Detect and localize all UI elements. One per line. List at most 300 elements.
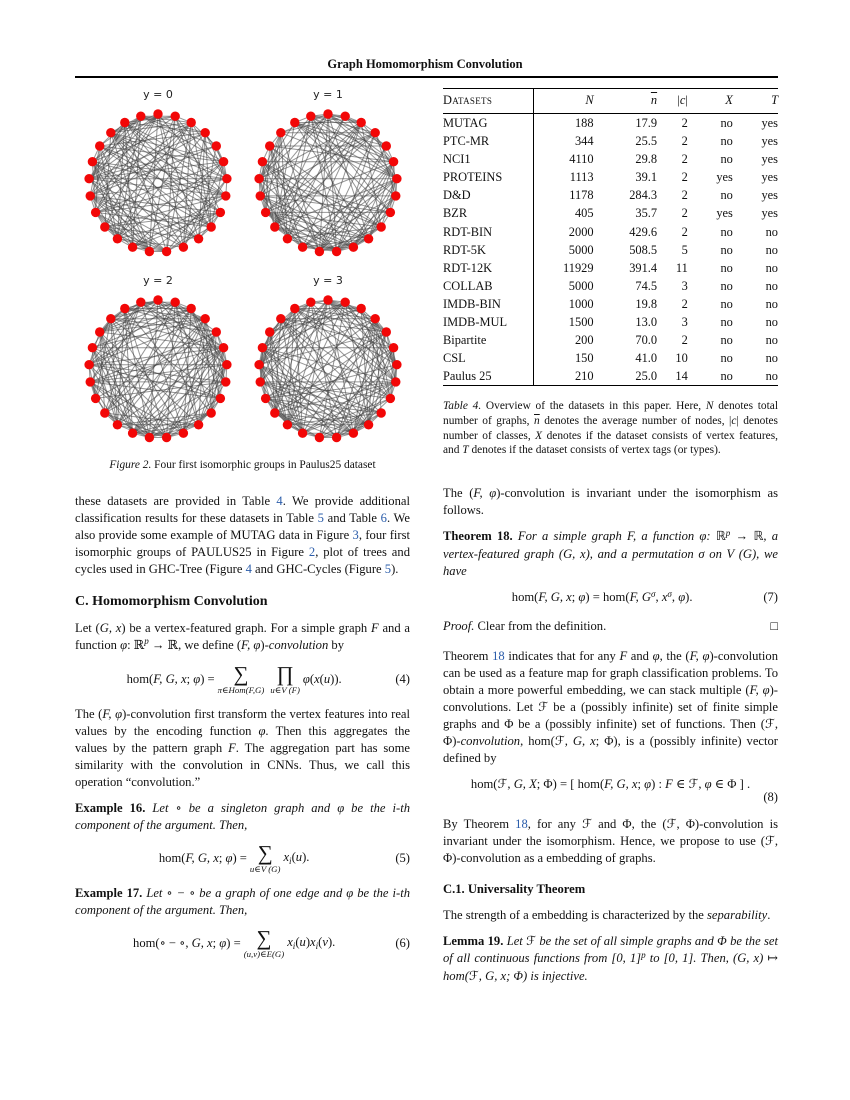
text-segment: Figure 2. (109, 459, 152, 471)
text-segment: p (144, 636, 149, 647)
table-cell: 14 (675, 369, 688, 384)
left-column (75, 88, 410, 970)
section-c1-heading: C.1. Universality Theorem (443, 881, 586, 896)
text-segment: hom( (511, 589, 539, 604)
graph-node (222, 360, 231, 369)
text-segment: hom( (126, 671, 154, 686)
text-segment: ∈ (672, 776, 689, 791)
text-segment: on V (G), we have (443, 546, 778, 578)
table-cell: no (720, 278, 733, 293)
graph-node (261, 394, 270, 403)
table-cell: yes (761, 188, 778, 203)
graph-panel-title: y = 2 (143, 274, 173, 287)
sum-operator: ∑ π∈Hom(F,G) (217, 661, 265, 695)
text-segment: F, G, x (153, 671, 187, 686)
table-row (443, 313, 778, 331)
graph-node (283, 234, 292, 243)
text-segment: to [0, 1]. Then, (G, x) ↦ hom( (443, 950, 778, 983)
text-segment: φ (337, 800, 345, 815)
ref-link[interactable]: 18 (492, 648, 505, 663)
text-segment: The ( (75, 706, 103, 721)
text-segment: φ (644, 776, 652, 791)
table-cell: IMDB-MUL (443, 313, 534, 331)
text-segment: φ (258, 723, 266, 738)
graph-node (389, 157, 398, 166)
table-cell: 2 (681, 116, 688, 130)
text-segment: X (535, 429, 543, 442)
text-segment: , for any (527, 816, 583, 831)
graph-node (113, 420, 122, 429)
col-header-T (733, 89, 778, 114)
graph-node (219, 343, 228, 352)
datasets-table (443, 88, 778, 386)
table-cell: 25.0 (635, 369, 658, 384)
text-segment: be the set of all simple graphs and Φ be the set of all continuous functions from [0, 1] (443, 933, 778, 965)
text-segment: φ (225, 850, 233, 865)
graph-node (290, 118, 299, 127)
table-cell: 11 (675, 260, 688, 275)
text-segment: $\overline{n}$ (650, 93, 658, 107)
text-segment: ( (318, 935, 323, 949)
table-cell: 3 (681, 315, 688, 330)
table-cell: 11929 (563, 260, 594, 275)
graph-node (258, 157, 267, 166)
proof-text (443, 618, 606, 635)
table-cell: 2 (681, 296, 688, 311)
graph-node (86, 191, 95, 200)
text-segment: x (310, 935, 316, 949)
text-segment: ) (305, 935, 311, 949)
graph-node (332, 247, 341, 256)
text-segment: ( (319, 671, 324, 686)
text-segment: )-convolution can be used as a feature map for graph classification problems. To obtain a more powerful embedding, we can stack multiple ( (443, 648, 778, 697)
graph-node (194, 420, 203, 429)
graph-node (276, 128, 285, 137)
table-row (443, 259, 778, 277)
table-cell: D&D (443, 186, 534, 204)
text-segment: Datasets (443, 93, 493, 107)
equation-number: (7) (763, 590, 778, 605)
text-segment: i (289, 855, 292, 866)
text-segment: . Then this aggregates the values by the pattern graph (75, 723, 410, 755)
text-segment: F, G, x (185, 850, 219, 865)
graph-node (315, 433, 324, 442)
table-4-caption (443, 399, 778, 457)
graph-node (256, 191, 265, 200)
text-segment: , (655, 589, 662, 604)
table-cell: no (765, 333, 778, 348)
text-segment: denotes if the dataset consists of vertex tags (or types). (468, 444, 721, 457)
text-segment: . (767, 907, 771, 922)
text-segment: Lemma 19. (443, 933, 504, 948)
graph-node (136, 298, 145, 307)
header-rule (75, 76, 778, 78)
col-header-nbar (594, 89, 658, 114)
text-segment: φ (120, 637, 128, 652)
text-segment: )-convolution is invariant under the isomorphism as follows. (443, 485, 778, 517)
graph-node (256, 377, 265, 386)
text-segment: ℱ (538, 699, 549, 714)
text-segment: u∈V (G) (249, 863, 281, 874)
table-cell: no (765, 351, 778, 366)
eq5-lhs (159, 850, 247, 867)
table-cell: yes (716, 170, 733, 185)
text-segment: ∈ Φ ] . (711, 776, 751, 791)
text-segment: F (371, 620, 379, 635)
text-segment: , G, x (564, 733, 596, 748)
graph-node (386, 394, 395, 403)
text-segment: T (462, 444, 469, 457)
table-cell: BZR (443, 204, 534, 222)
figure-2-caption (75, 458, 410, 473)
ref-link[interactable]: 2 (308, 544, 316, 559)
text-segment: )- (260, 637, 269, 652)
text-segment: , Φ)-convolution is invariant under the isomorphism. Hence, we propose to use ( (443, 816, 778, 848)
table-cell: 405 (574, 206, 594, 221)
table-row (443, 168, 778, 186)
text-segment: and GHC-Cycles (Figure (251, 561, 385, 576)
table-row (443, 367, 778, 386)
table-cell: 150 (574, 351, 594, 366)
text-segment: By Theorem (443, 816, 516, 831)
ref-link[interactable]: 5 (384, 561, 392, 576)
graph-node (187, 304, 196, 313)
graph-node (201, 314, 210, 323)
table-cell: yes (761, 152, 778, 167)
text-segment: ℱ (582, 816, 592, 831)
table-cell: 74.5 (635, 278, 658, 293)
ref-link[interactable]: 4 (276, 493, 283, 508)
text-segment: σ (651, 588, 656, 599)
text-segment: ; (571, 589, 579, 604)
graph-node (207, 408, 216, 417)
graph-node (153, 295, 162, 304)
table-cell: 29.8 (635, 152, 658, 167)
table-cell: 2000 (568, 224, 594, 239)
text-segment: )-convolution first transform the vertex features into real values by the encoding function (75, 706, 410, 738)
paragraph-embedding-proposal (443, 816, 778, 867)
table-row (443, 349, 778, 367)
text-segment: )). (330, 671, 342, 686)
text-segment: v (322, 935, 328, 949)
graph-node (221, 191, 230, 200)
text-segment: c (731, 415, 737, 427)
graph-panel-y1 (245, 88, 411, 264)
graph-node (145, 433, 154, 442)
graph-node (136, 112, 145, 121)
paragraph-datasets-refs (75, 493, 410, 578)
graph-node (187, 118, 196, 127)
text-segment: φ (193, 671, 201, 686)
graph-node (382, 327, 391, 336)
text-segment: The ( (443, 485, 474, 500)
graph-node (364, 234, 373, 243)
text-segment: p (641, 949, 646, 960)
text-segment: ) = (226, 935, 241, 950)
paragraph-definition (75, 620, 410, 655)
table-cell: no (720, 351, 733, 366)
text-segment: F (665, 776, 673, 791)
text-segment: u (323, 671, 331, 686)
text-segment: convolution (460, 733, 521, 748)
graph-node (221, 377, 230, 386)
text-segment: F, φ (749, 682, 770, 697)
text-segment: separability (707, 907, 768, 922)
table-cell: 2 (681, 170, 688, 185)
paulus-graph-svg (77, 102, 239, 264)
table-cell: yes (716, 206, 733, 221)
table-cell: 1113 (569, 170, 594, 185)
ref-link[interactable]: 5 (317, 510, 324, 525)
text-segment: hom(∘ − ∘, (133, 935, 192, 950)
graph-panel-title: y = 3 (313, 274, 343, 287)
graph-node (91, 208, 100, 217)
text-segment: Theorem 18. (443, 528, 513, 543)
text-segment: , (671, 589, 679, 604)
text-segment: and Table (323, 510, 381, 525)
text-segment: . We provide additional classification results for these datasets in Table (75, 493, 410, 525)
graph-node (349, 429, 358, 438)
graph-node (332, 433, 341, 442)
graph-node (91, 394, 100, 403)
table-cell: no (765, 242, 778, 257)
text-segment: The strength of a embedding is characterized by the (443, 907, 708, 922)
text-segment: be the i-th component of the argument. Then, (75, 885, 410, 917)
lemma-19 (443, 933, 778, 985)
text-segment: φ (302, 671, 310, 686)
paulus-graph-svg (77, 288, 239, 450)
graph-node (306, 112, 315, 121)
graph-node (162, 247, 171, 256)
table-cell: 1000 (568, 296, 594, 311)
text-segment: , four first isomorphic groups of PAULUS25 in Figure (75, 527, 410, 559)
table-cell: no (765, 296, 778, 311)
table-cell: 210 (574, 369, 594, 384)
table-cell: Paulus 25 (443, 367, 534, 386)
graph-node (270, 408, 279, 417)
text-segment: F, φ (241, 637, 261, 652)
table-cell: no (765, 224, 778, 239)
text-segment: → ℝ, we define ( (148, 637, 242, 652)
table-cell: 39.1 (635, 170, 658, 185)
text-segment: ) be a vertex-featured graph. For a simple graph (121, 620, 371, 635)
table-row (443, 295, 778, 313)
text-segment: σ (698, 546, 705, 561)
eq4-rhs (303, 671, 342, 688)
graph-node (88, 343, 97, 352)
graph-panel-y3 (245, 274, 411, 450)
graph-node (179, 429, 188, 438)
graph-node (222, 174, 231, 183)
text-segment: u∈V (F) (270, 684, 300, 695)
table-cell: 2 (681, 188, 688, 203)
graph-panel-title: y = 1 (313, 88, 343, 101)
graph-node (315, 247, 324, 256)
text-segment: F, G (629, 589, 652, 604)
graph-node (357, 118, 366, 127)
text-segment: be the i-th component of the argument. Then, (75, 800, 410, 832)
text-segment: and Φ, the ( (592, 816, 667, 831)
table-cell: yes (761, 170, 778, 185)
text-segment: and a function (75, 620, 411, 652)
text-segment: ; (212, 935, 220, 950)
table-cell: no (765, 278, 778, 293)
table-row (443, 241, 778, 259)
text-segment: i (315, 940, 319, 951)
graph-node (128, 243, 137, 252)
text-segment: these datasets are provided in Table (75, 493, 277, 508)
text-segment: ℱ (764, 716, 775, 731)
graph-node (377, 222, 386, 231)
table-cell: 508.5 (629, 242, 658, 257)
text-segment: T (771, 93, 778, 107)
graph-node (194, 234, 203, 243)
text-segment: )-convolutions. Let (443, 682, 778, 714)
table-cell: COLLAB (443, 277, 534, 295)
text-segment: ℱ (688, 776, 699, 791)
graph-node (386, 208, 395, 217)
graph-node (364, 420, 373, 429)
graph-node (392, 174, 401, 183)
text-segment: ℱ (764, 833, 775, 848)
paragraph-separability (443, 907, 778, 924)
table-cell: no (720, 242, 733, 257)
graph-node (106, 314, 115, 323)
text-segment: Let ( (75, 620, 100, 635)
graph-node (212, 141, 221, 150)
text-segment: φ (346, 885, 354, 900)
table-cell: 5000 (568, 242, 594, 257)
text-segment: F, G, x (604, 776, 638, 791)
text-segment: p (725, 527, 731, 538)
text-segment: $\overline{n}$ (534, 415, 540, 427)
text-segment: σ (667, 588, 672, 599)
graph-node (371, 314, 380, 323)
table-cell: 2 (681, 333, 688, 348)
text-segment: . The aggregation part has some similarity with the convolution in CNNs. Thus, we call this operation “convolution.” (75, 740, 410, 789)
graph-node (212, 327, 221, 336)
text-segment: , the ( (659, 648, 690, 663)
text-segment: ℱ (554, 733, 565, 748)
equation-6 (75, 925, 410, 959)
table-cell: 391.4 (629, 260, 658, 275)
page-header-title: Graph Homomorphism Convolution (327, 57, 523, 71)
text-segment: denotes the average number of nodes, | (539, 415, 732, 427)
text-segment: φ (699, 528, 707, 543)
text-segment: hom( (470, 776, 498, 791)
text-segment: Let (503, 933, 527, 948)
graph-node (84, 174, 93, 183)
text-segment: ). (391, 561, 399, 576)
table-cell: no (765, 315, 778, 330)
equation-4 (75, 661, 410, 695)
graph-node (216, 208, 225, 217)
text-segment: u (299, 935, 306, 949)
graph-node (371, 128, 380, 137)
text-segment: Theorem (443, 648, 493, 663)
table-cell: 1500 (568, 315, 594, 330)
table-cell: NCI1 (443, 150, 534, 168)
graph-node (95, 327, 104, 336)
graph-node (357, 304, 366, 313)
table-cell: 5000 (568, 278, 594, 293)
text-segment: : ℝ (127, 637, 145, 652)
graph-node (265, 141, 274, 150)
text-segment: Table 4. (443, 400, 482, 413)
table-row (443, 204, 778, 222)
paulus-graph-svg (247, 102, 409, 264)
table-cell: 3 (681, 278, 688, 293)
text-segment: Example 16. (75, 800, 146, 815)
qed-square: □ (770, 618, 778, 633)
right-column (443, 88, 778, 994)
table-cell: 344 (574, 134, 594, 149)
sum-operator: ∑ u∈V (G) (249, 840, 281, 874)
equation-number: (5) (395, 850, 410, 865)
ref-link[interactable]: 3 (352, 527, 359, 542)
text-segment: . We also provide some example of MUTAG data in Figure (75, 510, 410, 542)
table-cell: 2 (681, 134, 688, 149)
col-header-N (534, 89, 594, 114)
ref-link[interactable]: 18 (515, 816, 528, 831)
table-row (443, 331, 778, 349)
graph-node (128, 429, 137, 438)
table-cell: 25.5 (635, 134, 658, 149)
table-cell: no (720, 333, 733, 348)
section-c-heading: C. Homomorphism Convolution (75, 593, 268, 609)
text-segment: φ (678, 589, 686, 604)
table-cell: 2 (681, 206, 688, 221)
ref-link[interactable]: 6 (380, 510, 387, 525)
text-segment: , Φ)- (443, 716, 778, 748)
paragraph-invariant (443, 485, 778, 519)
graph-node (153, 109, 162, 118)
graph-panel-y2 (75, 274, 241, 450)
text-segment: (u,v)∈E(G) (243, 948, 285, 959)
table-cell: PROTEINS (443, 168, 534, 186)
table-cell: no (720, 134, 733, 149)
graph-node (298, 429, 307, 438)
table-row (443, 277, 778, 295)
text-segment: N (585, 93, 594, 107)
text-segment: , (698, 776, 705, 791)
graph-node (145, 247, 154, 256)
text-segment: ) : (651, 776, 666, 791)
table-cell: 4110 (569, 152, 594, 167)
text-segment: ; (218, 850, 226, 865)
table-cell: no (720, 188, 733, 203)
eq5-rhs (283, 849, 309, 867)
text-segment: , hom( (520, 733, 555, 748)
text-segment: ℱ (666, 816, 677, 831)
graph-node (219, 157, 228, 166)
col-header-X (688, 89, 733, 114)
text-segment: ; Φ) = [ hom( (536, 776, 605, 791)
table-cell: no (720, 260, 733, 275)
table-cell: 2 (681, 152, 688, 167)
text-segment: ) = (232, 850, 247, 865)
graph-node (95, 141, 104, 150)
paragraph-convolution-explain (75, 706, 410, 791)
table-cell: no (765, 260, 778, 275)
ref-link[interactable]: 4 (245, 561, 252, 576)
text-segment: ℱ (526, 933, 537, 948)
text-segment: Four first isomorphic groups in Paulus25 dataset (151, 459, 376, 471)
text-segment: ). (685, 589, 693, 604)
graph-node (162, 433, 171, 442)
text-segment: F, φ (473, 485, 497, 500)
graph-node (201, 128, 210, 137)
